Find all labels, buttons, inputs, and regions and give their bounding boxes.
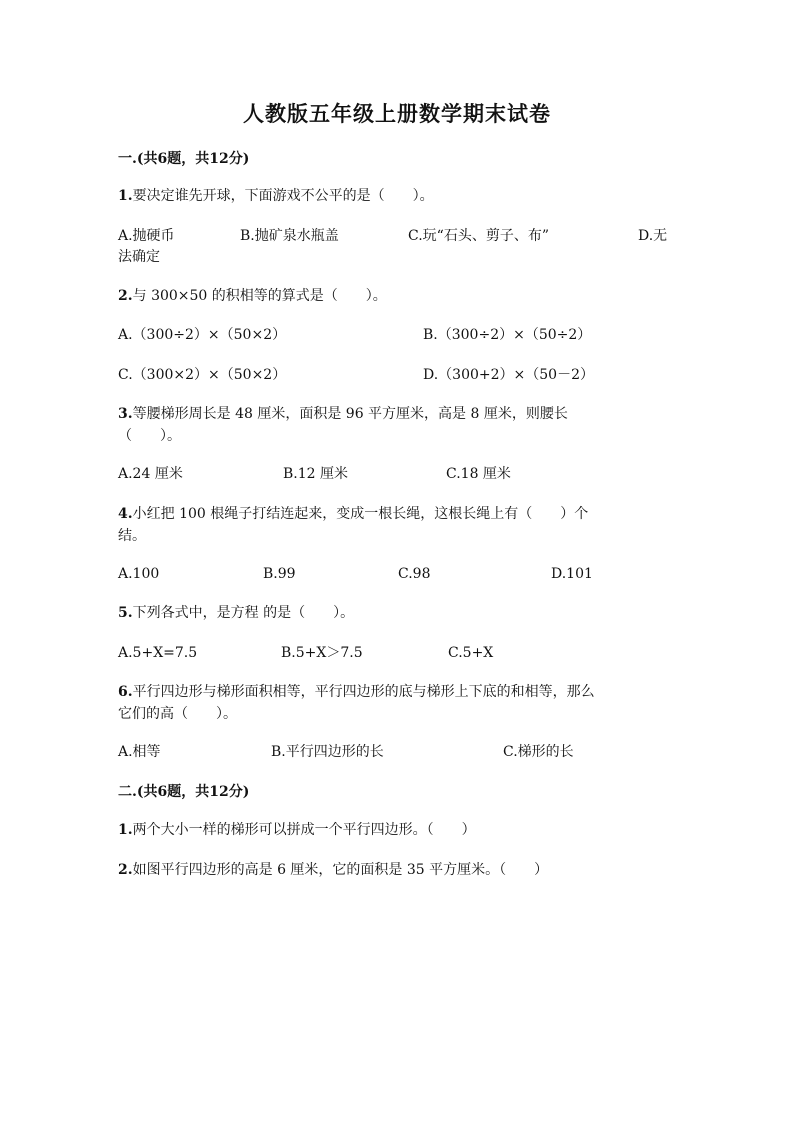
question-1-4 xyxy=(118,503,678,547)
question-1-1 xyxy=(118,185,678,207)
question-text: 与 300×50 的积相等的算式是（ ）。 xyxy=(132,288,387,304)
question-text: 如图平行四边形的高是 6 厘米，它的面积是 35 平方厘米。（ ） xyxy=(132,862,549,878)
question-number: 4. xyxy=(118,506,133,522)
question-2-2 xyxy=(118,859,678,881)
option-a[interactable]: A.相等 xyxy=(118,744,161,760)
question-text: 小红把 100 根绳子打结连起来，变成一根长绳，这根长绳上有（ ）个 xyxy=(132,506,589,522)
option-c[interactable]: C.18 厘米 xyxy=(446,466,511,482)
question-number: 1. xyxy=(118,188,133,204)
option-c[interactable]: C.5+X xyxy=(448,645,494,661)
option-a[interactable]: A.5+X=7.5 xyxy=(118,645,198,661)
option-b[interactable]: B.12 厘米 xyxy=(283,466,349,482)
question-number: 3. xyxy=(118,406,133,422)
question-text: 要决定谁先开球，下面游戏不公平的是（ ）。 xyxy=(132,188,434,204)
option-a[interactable]: A.抛硬币 xyxy=(118,228,175,244)
question-number: 2. xyxy=(118,288,133,304)
option-c[interactable]: C.梯形的长 xyxy=(503,744,574,760)
option-a[interactable]: A.（300÷2）×（50×2） xyxy=(118,327,287,343)
option-d[interactable]: D.（300+2）×（50－2） xyxy=(423,367,594,383)
option-d[interactable]: D.无 xyxy=(638,228,668,244)
question-text: 下列各式中，是方程 的是（ ）。 xyxy=(132,605,355,621)
question-1-2 xyxy=(118,285,678,307)
question-text-continued: （ ）。 xyxy=(118,428,181,444)
option-d[interactable]: D.101 xyxy=(551,566,593,582)
question-1-5 xyxy=(118,602,678,624)
question-text: 两个大小一样的梯形可以拼成一个平行四边形。（ ） xyxy=(132,822,476,838)
option-c[interactable]: C.（300×2）×（50×2） xyxy=(118,367,287,383)
question-text: 等腰梯形周长是 48 厘米，面积是 96 平方厘米，高是 8 厘米，则腰长 xyxy=(132,406,568,422)
question-text: 平行四边形与梯形面积相等，平行四边形的底与梯形上下底的和相等，那么 xyxy=(132,684,595,700)
option-b[interactable]: B.99 xyxy=(263,566,296,582)
section-heading-2: 二.(共6题，共12分) xyxy=(118,784,250,800)
option-b[interactable]: B.5+X＞7.5 xyxy=(281,645,363,661)
option-d-continued: 法确定 xyxy=(118,249,160,265)
option-b[interactable]: B.（300÷2）×（50÷2） xyxy=(423,327,592,343)
question-number: 5. xyxy=(118,605,133,621)
option-b[interactable]: B.平行四边形的长 xyxy=(271,744,384,760)
question-text-continued: 它们的高（ ）。 xyxy=(118,706,237,722)
question-1-6 xyxy=(118,681,678,725)
option-b[interactable]: B.抛矿泉水瓶盖 xyxy=(240,228,339,244)
question-2-1 xyxy=(118,819,678,841)
option-c[interactable]: C.玩“石头、剪子、布” xyxy=(408,228,549,244)
option-a[interactable]: A.100 xyxy=(118,566,160,582)
question-text-continued: 结。 xyxy=(118,528,146,544)
section-heading-1: 一.(共6题，共12分) xyxy=(118,151,250,167)
option-a[interactable]: A.24 厘米 xyxy=(118,466,183,482)
question-number: 6. xyxy=(118,684,133,700)
page-title: 人教版五年级上册数学期末试卷 xyxy=(243,101,551,126)
option-c[interactable]: C.98 xyxy=(398,566,431,582)
question-number: 2. xyxy=(118,862,133,878)
question-number: 1. xyxy=(118,822,133,838)
question-1-3 xyxy=(118,403,678,447)
